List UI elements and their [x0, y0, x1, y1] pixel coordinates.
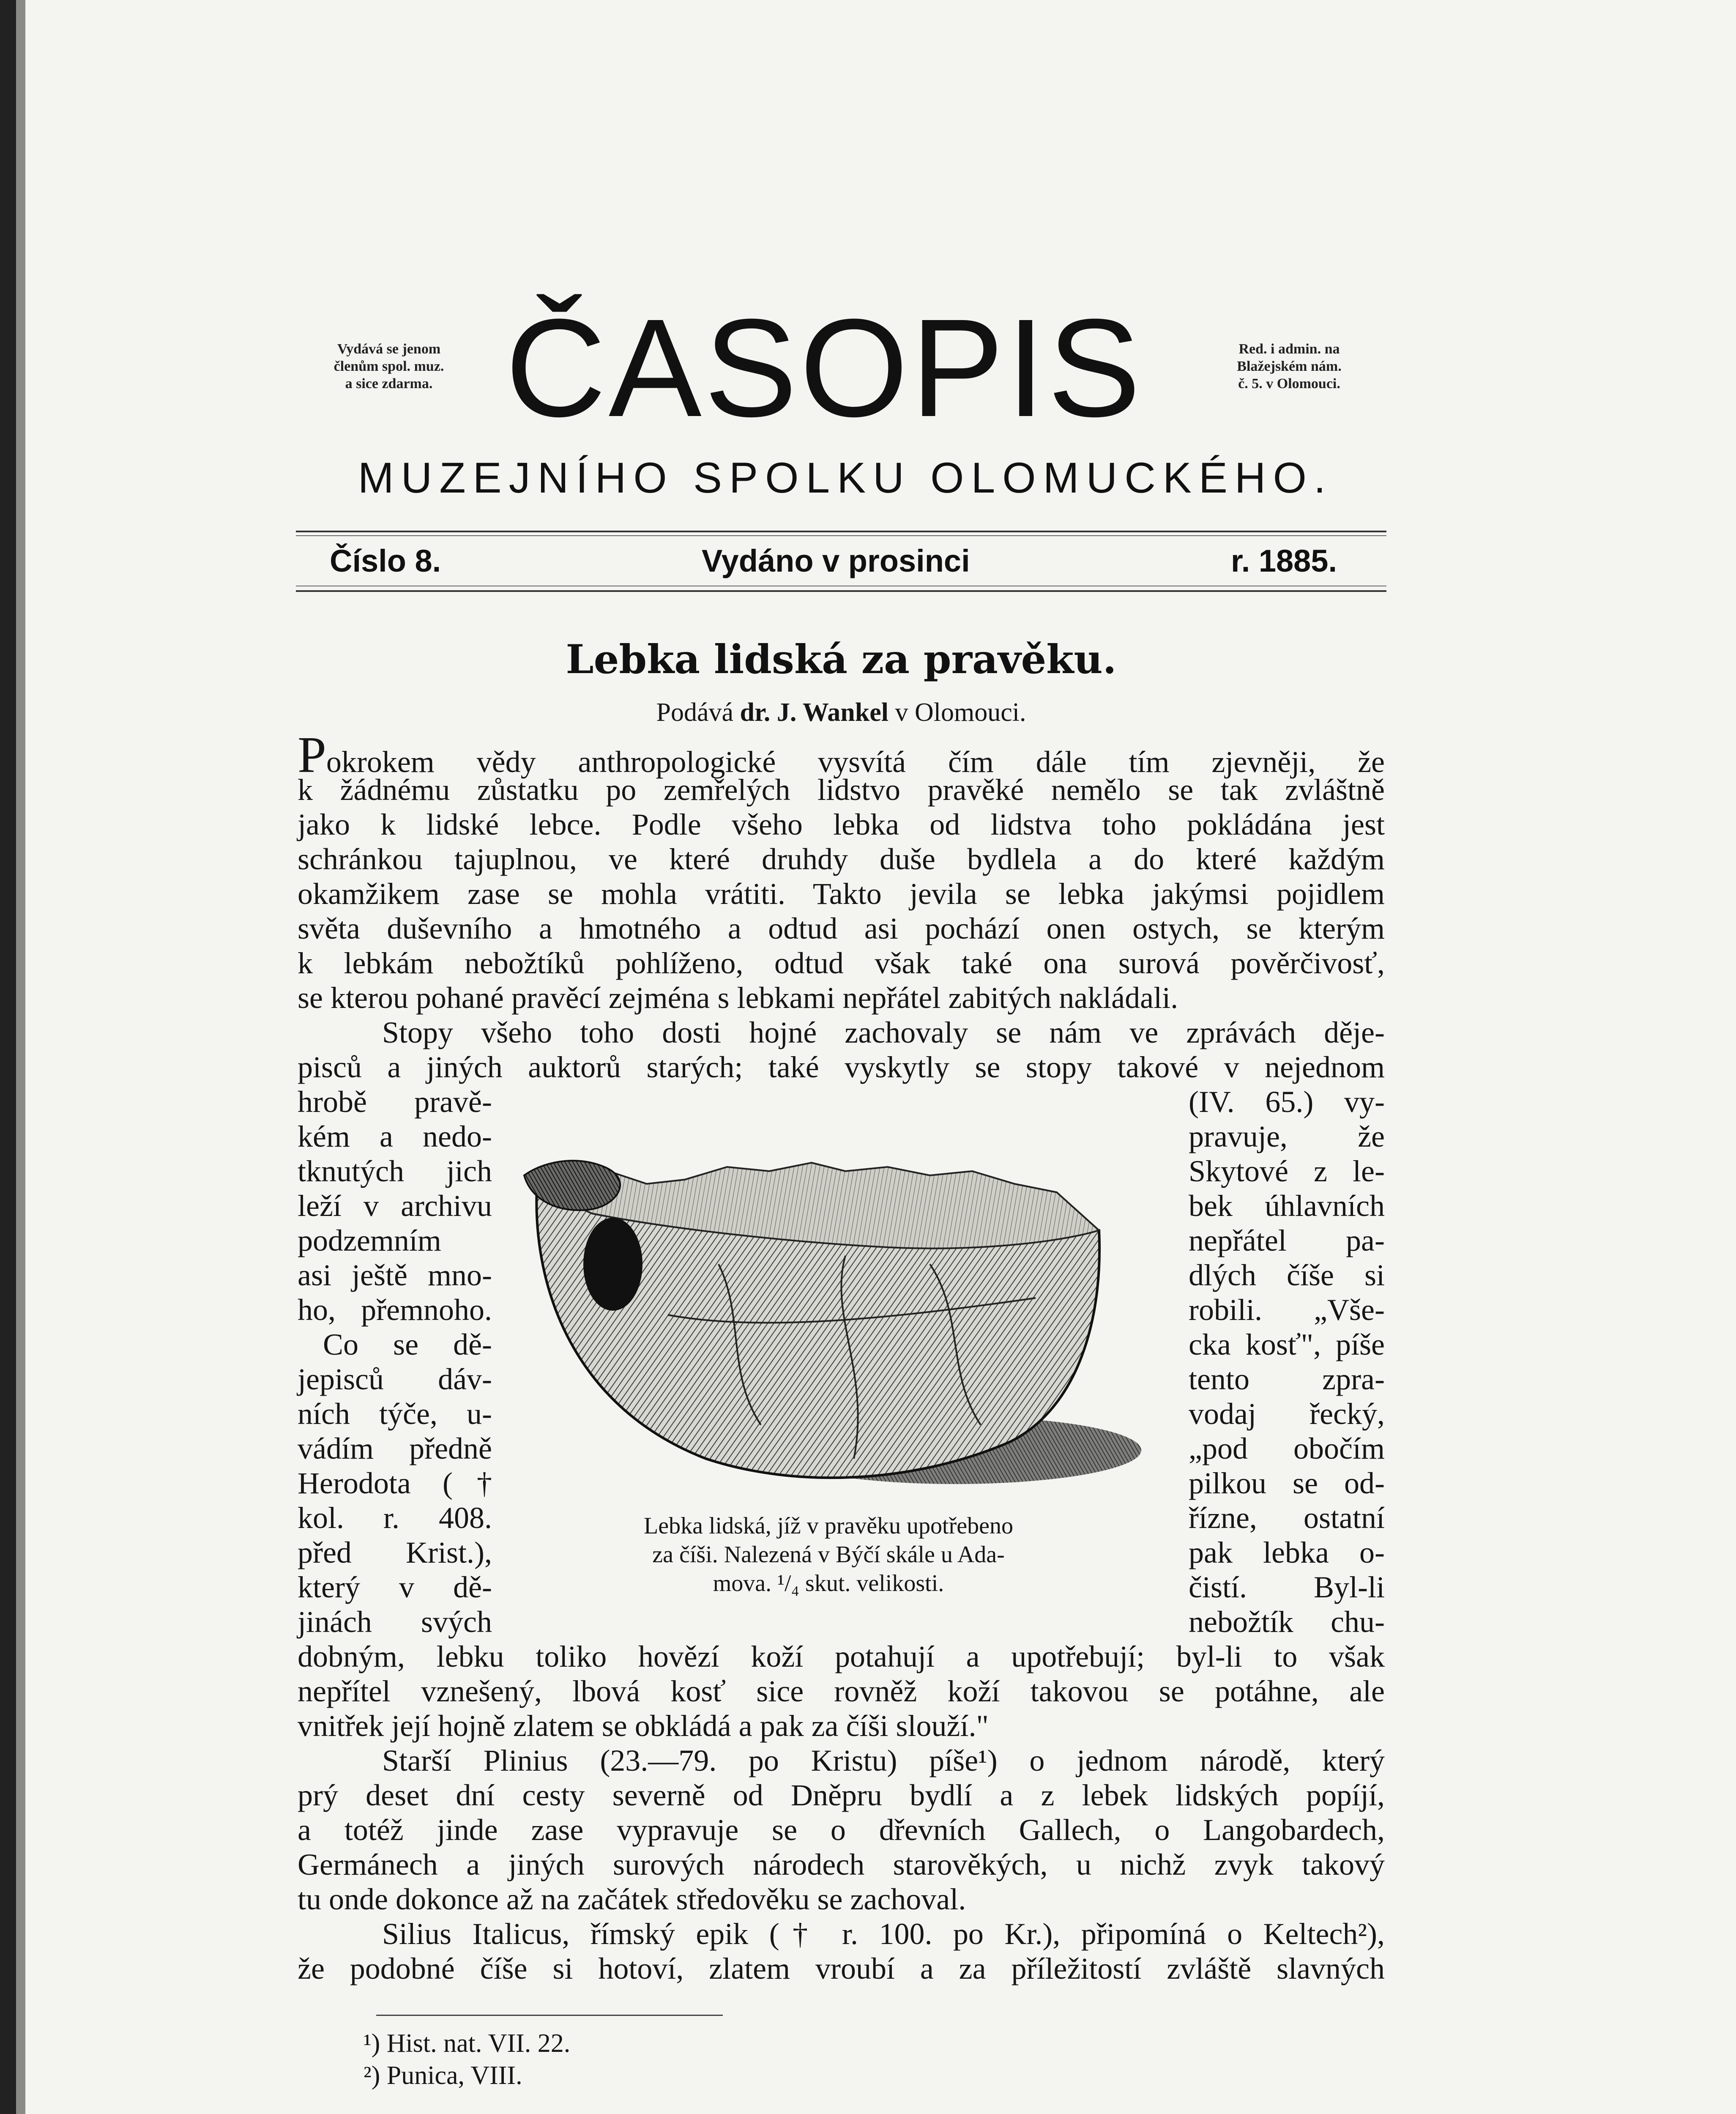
left-column-line: kol. r. 408.	[298, 1501, 492, 1535]
footnote: ²) Punica, VIII.	[364, 2061, 522, 2090]
article-byline	[296, 696, 1386, 729]
left-column-line: hrobě pravě-	[298, 1085, 492, 1119]
byline-prefix: Podává	[656, 698, 734, 727]
left-column-line: před Krist.),	[298, 1536, 492, 1569]
editorial-address-note	[1188, 340, 1391, 392]
initial-letter: P	[298, 726, 326, 783]
caption-line: mova. ¹/₄ skut. velikosti.	[713, 1570, 944, 1596]
left-column-line: vádím předně	[298, 1432, 492, 1465]
right-column-line: čistí. Byl-li	[1189, 1570, 1385, 1604]
body-line: a totéž jinde zase vypravuje se o dřevních Gallech, o Langobardech,	[298, 1813, 1385, 1847]
right-column-line: pilkou se od-	[1189, 1466, 1385, 1500]
right-column-line: bek úhlavních	[1189, 1189, 1385, 1223]
caption-line: za číši. Nalezená v Býčí skále u Ada-	[652, 1542, 1005, 1568]
left-column-line: Co se dě-	[323, 1328, 492, 1361]
masthead-rule-top	[296, 531, 1386, 532]
left-column-line: ho, přemnoho.	[298, 1293, 492, 1327]
left-column-line: jinách svých	[298, 1605, 492, 1639]
right-column-line: dlých číše si	[1189, 1258, 1385, 1292]
left-column-line: kém a nedo-	[298, 1120, 492, 1153]
left-column-line: ních týče, u-	[298, 1397, 492, 1431]
right-column-line: pravuje, že	[1189, 1120, 1385, 1153]
body-line: nepřítel vznešený, lbová kosť sice rovněž koží takovou se potáhne, ale	[298, 1674, 1385, 1708]
issue-year: r. 1885.	[1231, 543, 1337, 578]
body-line: pisců a jiných auktorů starých; také vyskytly se stopy takové v nejednom	[298, 1050, 1385, 1084]
body-line: Silius Italicus, římský epik († r. 100. po Kr.), připomíná o Keltech²),	[382, 1917, 1385, 1951]
left-column-line: podzemním	[298, 1224, 441, 1257]
left-column-line: jepisců dáv-	[298, 1362, 492, 1396]
body-line: vnitřek její hojně zlatem se obkládá a pak za číši slouží."	[298, 1709, 989, 1743]
address-note-line: Blažejském nám.	[1237, 359, 1342, 374]
body-line: Starší Plinius (23.—79. po Kristu) píše¹) o jednom národě, který	[382, 1744, 1385, 1777]
footnote-rule	[376, 2015, 723, 2016]
body-line: k žádnému zůstatku po zemřelých lidstvo pravěké nemělo se tak zvláštně	[298, 773, 1385, 807]
body-line: okamžikem zase se mohla vrátiti. Takto jevila se lebka jakýmsi pojidlem	[298, 877, 1385, 911]
binding-shadow	[16, 0, 25, 2114]
body-line: tu onde dokonce až na začátek středověku se zachoval.	[298, 1882, 966, 1916]
masthead-rule-top-thin	[296, 535, 1386, 536]
body-line: schránkou tajuplnou, ve které druhdy duše bydlela a do které každým	[298, 842, 1385, 876]
body-line: se kterou pohané pravěcí zejména s lebkami nepřátel zabitých nakládali.	[298, 981, 1178, 1015]
body-line: prý deset dní cesty severně od Dněpru bydlí a z lebek lidských popíjí,	[298, 1778, 1385, 1812]
journal-subtitle: MUZEJNÍHO SPOLKU OLOMUCKÉHO.	[358, 454, 1333, 502]
body-line-text: okrokem vědy anthropologické vysvítá čím dále tím zjevněji, že	[326, 745, 1385, 779]
right-column-line: (IV. 65.) vy-	[1189, 1085, 1385, 1119]
left-column-line: Herodota (†	[298, 1466, 492, 1500]
right-column-line: robili. „Vše-	[1189, 1293, 1385, 1327]
publisher-note-line: členům spol. muz.	[334, 359, 444, 374]
address-note-line: č. 5. v Olomouci.	[1238, 376, 1340, 392]
byline-suffix: v Olomouci.	[895, 698, 1026, 727]
right-column-line: vodaj řecký,	[1189, 1397, 1385, 1431]
publisher-note-line: a sice zdarma.	[345, 376, 433, 392]
left-column-line: asi ještě mno-	[298, 1258, 492, 1292]
issue-number: Číslo 8.	[330, 543, 441, 578]
right-column-line: nebožtík chu-	[1189, 1605, 1385, 1639]
publisher-note	[287, 340, 490, 392]
journal-title: ČASOPIS	[505, 290, 1143, 446]
right-column-line: cka kosť", píše	[1189, 1328, 1385, 1361]
figure-caption	[545, 1512, 1112, 1598]
body-line: k lebkám nebožtíků pohlíženo, odtud však také ona surová pověrčivosť,	[298, 946, 1385, 980]
eye-socket	[583, 1218, 642, 1311]
left-column-line: leží v archivu	[298, 1189, 492, 1223]
right-column-line: Skytové z le-	[1189, 1154, 1385, 1188]
left-column-line: který v dě-	[298, 1570, 492, 1604]
body-line: Stopy všeho toho dosti hojné zachovaly se nám ve zprávách děje-	[382, 1016, 1385, 1049]
right-column-line: pak lebka o-	[1189, 1536, 1385, 1569]
issue-date: Vydáno v prosinci	[702, 543, 970, 578]
body-line: světa duševního a hmotného a odtud asi pochází onen ostych, se kterým	[298, 912, 1385, 945]
footnote: ¹) Hist. nat. VII. 22.	[364, 2029, 571, 2058]
publisher-note-line: Vydává se jenom	[337, 341, 441, 357]
left-column-line: tknutých jich	[298, 1154, 492, 1188]
right-column-line: řízne, ostatní	[1189, 1501, 1385, 1535]
right-column-line: nepřátel pa-	[1189, 1224, 1385, 1257]
right-column-line: tento zpra-	[1189, 1362, 1385, 1396]
body-line: dobným, lebku toliko hovězí koží potahují a upotřebují; byl-li to však	[298, 1640, 1385, 1673]
right-column-line: „pod obočím	[1189, 1432, 1385, 1465]
caption-line: Lebka lidská, jíž v pravěku upotřebeno	[644, 1513, 1013, 1539]
byline-author: dr. J. Wankel	[740, 698, 889, 727]
skull-cup-illustration	[507, 1137, 1167, 1501]
masthead-rule-bottom	[296, 590, 1386, 592]
article-title: Lebka lidská za pravěku.	[566, 636, 1117, 683]
body-line: jako k lidské lebce. Podle všeho lebka od lidstva toho pokládána jest	[298, 808, 1385, 841]
body-line: Germánech a jiných surových národech starověkých, u nichž zvyk takový	[298, 1848, 1385, 1881]
address-note-line: Red. i admin. na	[1238, 341, 1340, 357]
binding-edge	[0, 0, 16, 2114]
body-line: že podobné číše si hotoví, zlatem vroubí a za příležitostí zvláště slavných	[298, 1952, 1385, 1985]
